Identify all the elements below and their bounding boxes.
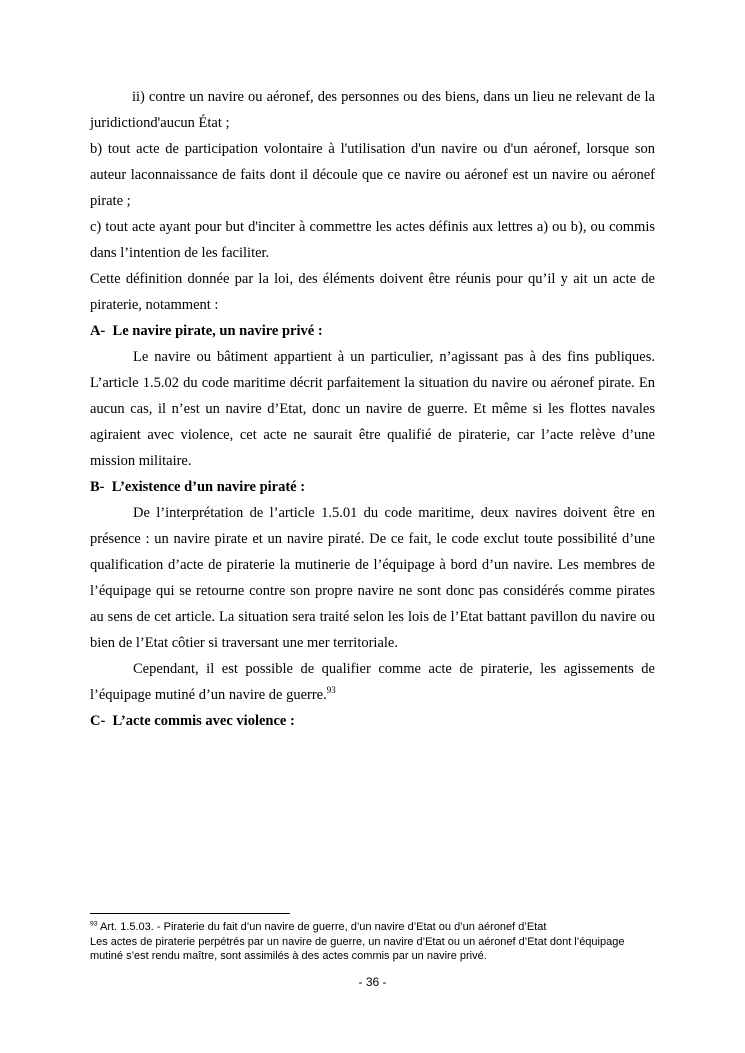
paragraph-intro: Cette définition donnée par la loi, des éléments doivent être réunis pour qu’il y ait un acte de piraterie, notamment : — [90, 271, 655, 313]
list-item-c: c) tout acte ayant pour but d'inciter à commettre les actes définis aux lettres a) ou b), ou commis dans l’intention de les faciliter. — [90, 219, 655, 261]
footnote-number: 93 — [90, 920, 98, 928]
list-item-ii: ii) contre un navire ou aéronef, des personnes ou des biens, dans un lieu ne relevant de la juridictiond'aucun État ; — [90, 89, 655, 131]
heading-b-navire-pirate: B- L’existence d’un navire piraté : — [90, 479, 306, 495]
paragraph-b1: De l’interprétation de l’article 1.5.01 du code maritime, deux navires doivent être en présence : un navire pirate et un navire piraté. De ce fait, le code exclut toute possibilité d’une qualification d’acte de piraterie la mutinerie de l’équipage à bord d’un navire. Les membres de l’équipage qui se retourne contre son propre navire ne sont donc pas considérés comme pirates au sens de cet article. La situation sera traité selon les lois de l’Etat battant pavillon du navire ou bien de l’Etat côtier si traversant une mer territoriale. — [90, 505, 655, 651]
footnote-separator-line — [90, 913, 290, 914]
footnote-area — [90, 913, 655, 964]
heading-a-navire-pirate: A- Le navire pirate, un navire privé : — [90, 323, 323, 339]
page-number: - 36 - — [358, 975, 387, 989]
footnote-body-text: Les actes de piraterie perpétrés par un navire de guerre, un navire d’Etat ou un aéronef d’Etat dont l’équipage mutiné s’est rendu maître, sont assimilés à des actes commis par un navire privé. — [90, 935, 625, 962]
footnote-title-line — [90, 920, 655, 935]
footnote-title-text: Art. 1.5.03. - Piraterie du fait d’un navire de guerre, d’un navire d’Etat ou d’un aéronef d’Etat — [97, 921, 547, 933]
page-body — [90, 84, 655, 734]
paragraph-a: Le navire ou bâtiment appartient à un particulier, n’agissant pas à des fins publiques. L’article 1.5.02 du code maritime décrit parfaitement la situation du navire ou aéronef pirate. En aucun cas, il n’est un navire d’Etat, donc un navire de guerre. Et même si les flottes navales agiraient avec violence, cet acte ne saurait être qualifié de piraterie, car l’acte relève d’une mission militaire. — [90, 349, 655, 469]
list-item-b: b) tout acte de participation volontaire à l'utilisation d'un navire ou d'un aéronef, lorsque son auteur laconnaissance de faits dont il découle que ce navire ou aéronef est un navire ou aéronef pirate ; — [90, 141, 655, 209]
heading-c-acte-violence: C- L’acte commis avec violence : — [90, 713, 295, 729]
footnote-93 — [90, 920, 655, 964]
paragraph-b2-text: Cependant, il est possible de qualifier comme acte de piraterie, les agissements de l’équipage mutiné d’un navire de guerre. — [90, 661, 655, 703]
footnote-reference-93: 93 — [326, 685, 336, 696]
paragraph-b2 — [90, 656, 655, 708]
